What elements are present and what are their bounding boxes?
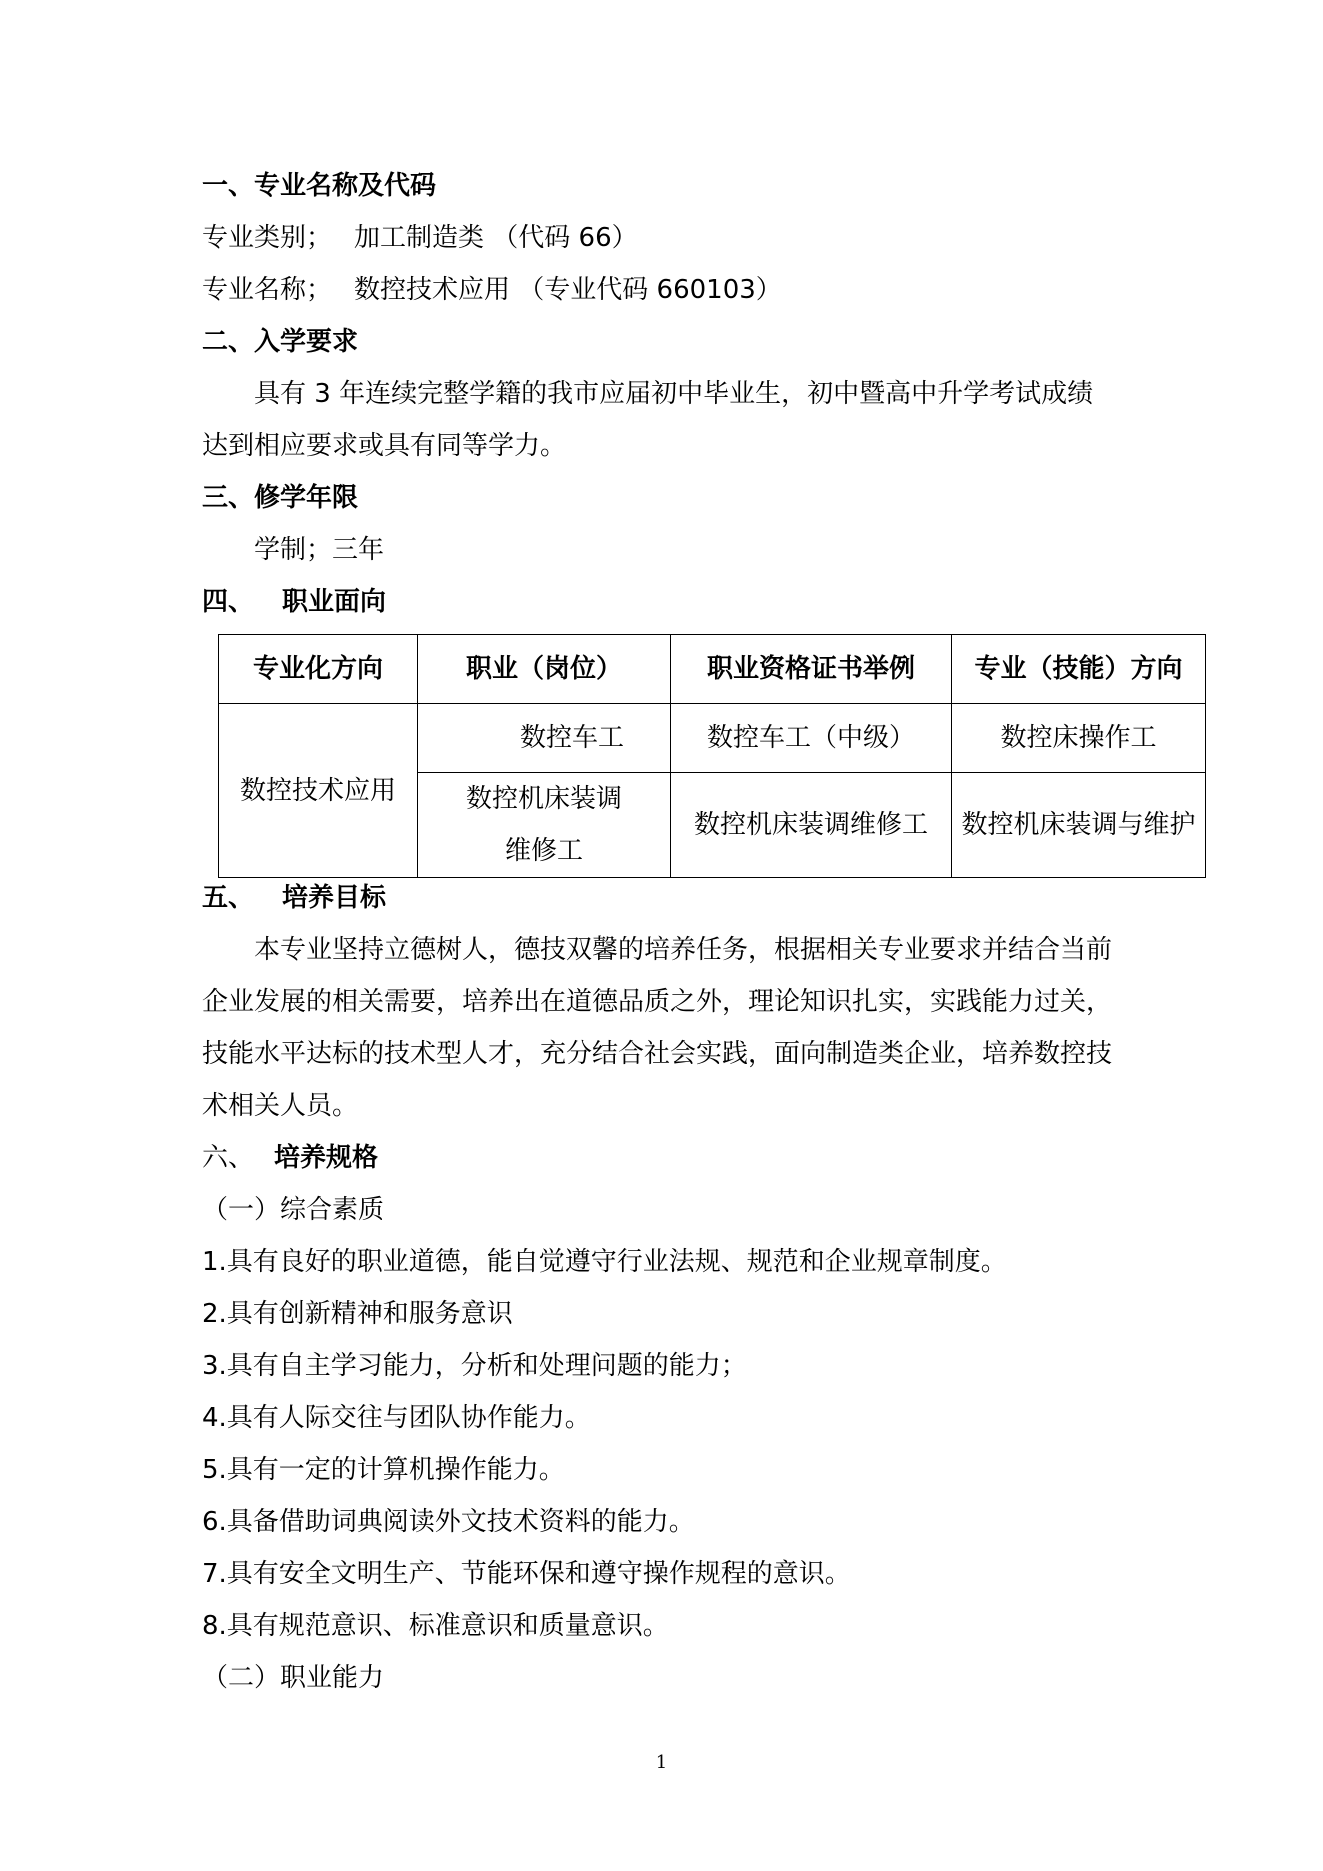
section-heading-6-num: 六、 <box>202 1143 255 1173</box>
section-heading-5-title: 培养目标 <box>282 883 387 913</box>
goals-line: 企业发展的相关需要，培养出在道德品质之外，理论知识扎实，实践能力过关， <box>202 987 1113 1017</box>
career-skill-cell: 数控机床装调与维护 <box>952 773 1206 878</box>
career-certificate-cell: 数控车工（中级） <box>671 704 952 773</box>
major-category <box>202 220 638 256</box>
duration-text: 学制；三年 <box>254 535 385 565</box>
section-heading-5-num: 五、 <box>202 883 255 913</box>
spec-item: 3.具有自主学习能力，分析和处理问题的能力； <box>202 1351 747 1381</box>
career-table-header: 专业（技能）方向 <box>952 635 1206 704</box>
career-skill-cell: 数控床操作工 <box>952 704 1206 773</box>
career-position-cell <box>418 773 671 878</box>
page-number: 1 <box>655 1752 668 1773</box>
career-table <box>218 634 1206 878</box>
spec-item: 5.具有一定的计算机操作能力。 <box>202 1455 565 1485</box>
major-category-value: 加工制造类 （代码 66） <box>354 223 638 253</box>
section-heading-4-num: 四、 <box>202 587 255 617</box>
career-table-header: 专业化方向 <box>219 635 418 704</box>
spec-subheading-1: （一）综合素质 <box>202 1195 385 1225</box>
section-heading-6-title: 培养规格 <box>274 1143 379 1173</box>
spec-item: 1.具有良好的职业道德，能自觉遵守行业法规、规范和企业规章制度。 <box>202 1247 1007 1277</box>
career-table-row <box>219 704 1206 773</box>
section-heading-4 <box>202 584 386 620</box>
career-table-header: 职业资格证书举例 <box>671 635 952 704</box>
career-certificate-cell: 数控机床装调维修工 <box>671 773 952 878</box>
section-heading-5 <box>202 880 386 916</box>
career-table-header: 职业（岗位） <box>418 635 671 704</box>
major-name-label: 专业名称； <box>202 275 333 305</box>
section-heading-4-title: 职业面向 <box>282 587 387 617</box>
major-name-value: 数控技术应用 （专业代码 660103） <box>354 275 782 305</box>
spec-item: 6.具备借助词典阅读外文技术资料的能力。 <box>202 1507 695 1537</box>
spec-subheading-2: （二）职业能力 <box>202 1663 385 1693</box>
major-name <box>202 272 782 308</box>
goals-line: 本专业坚持立德树人，德技双馨的培养任务，根据相关专业要求并结合当前 <box>254 935 1113 965</box>
career-position-line: 维修工 <box>504 836 583 866</box>
section-heading-3: 三、修学年限 <box>202 483 359 513</box>
spec-item: 2.具有创新精神和服务意识 <box>202 1299 513 1329</box>
goals-line: 技能水平达标的技术型人才，充分结合社会实践，面向制造类企业，培养数控技 <box>202 1039 1113 1069</box>
career-position-line: 数控机床装调 <box>465 784 622 814</box>
spec-item: 4.具有人际交往与团队协作能力。 <box>202 1403 591 1433</box>
spec-item: 7.具有安全文明生产、节能环保和遵守操作规程的意识。 <box>202 1559 851 1589</box>
career-direction-cell: 数控技术应用 <box>219 704 418 878</box>
spec-item: 8.具有规范意识、标准意识和质量意识。 <box>202 1611 669 1641</box>
section-heading-6 <box>202 1140 378 1176</box>
career-position-cell: 数控车工 <box>418 704 671 773</box>
major-category-label: 专业类别； <box>202 223 333 253</box>
career-table-header-row <box>219 635 1206 704</box>
admission-line-2: 达到相应要求或具有同等学力。 <box>202 431 567 461</box>
goals-line: 术相关人员。 <box>202 1091 359 1121</box>
admission-line-1: 具有 3 年连续完整学籍的我市应届初中毕业生，初中暨高中升学考试成绩 <box>254 379 1094 409</box>
section-heading-2: 二、入学要求 <box>202 327 359 357</box>
section-heading-1: 一、专业名称及代码 <box>202 171 437 201</box>
